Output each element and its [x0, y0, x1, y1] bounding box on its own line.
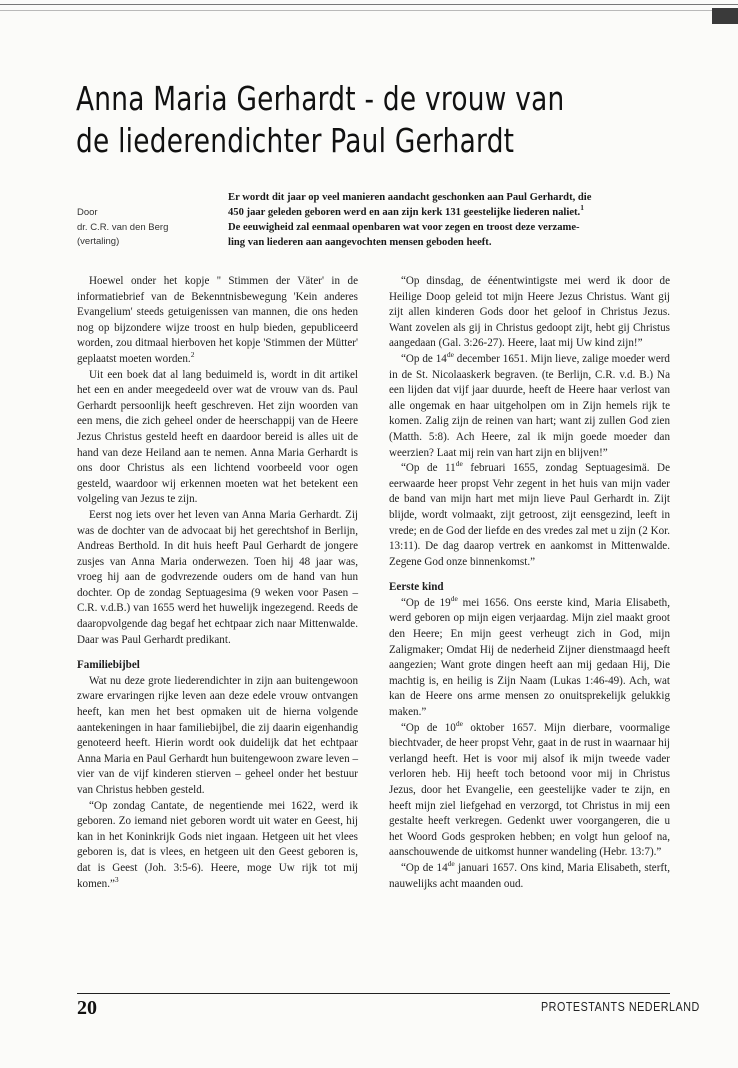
intro-line: Er wordt dit jaar op veel manieren aandacht geschonken aan Paul Gerhardt, die	[228, 192, 592, 203]
paragraph-text: mei 1656. Ons eerste kind, Maria Elisabeth, werd geboren op mijn eigen verjaardag. Mijn ziel maakt groot den Heere; En mijn geest verheugt zich in God, mijn Zaligmaker; Omdat Hij de nederheid Zijner dienstmaagd heeft aangezien; Want grote dingen heeft aan mij gedaan Hij, Die machtig is, en heilig is Zijn Naam (Lukas 1:46-49). Ach, wat kan de Heere ons arme mensen zo onuitsprekelijk gelukkig maken.”	[389, 596, 670, 719]
paragraph	[77, 274, 358, 368]
paragraph	[389, 349, 670, 461]
intro-line: ling van liederen aan aangevochten mensen geboden heeft.	[228, 237, 492, 248]
ordinal-suffix: de	[447, 858, 455, 868]
paragraph: Wat nu deze grote liederendichter in zijn aan buitengewoon zware ervaringen rijke leven aan deze edele vrouw ontvangen heeft, kan men het best opmaken uit de hierna volgende aantekeningen in haar familiebijbel, die zij daarin eigenhandig genoteerd heeft. Hierin wordt ook duidelijk dat het echtpaar Anna Maria en Paul Gerhardt hun buitengewoon zware leven – vier van de vijf kinderen stierven – geheel onder het bestuur van Christus hebben gesteld.	[77, 674, 358, 796]
article-title: Anna Maria Gerhardt - de vrouw van de liederendichter Paul Gerhardt	[76, 79, 565, 160]
date-text: “Op de 19	[401, 596, 451, 609]
ordinal-suffix: de	[446, 349, 454, 359]
section-heading: Eerste kind	[389, 581, 444, 594]
left-column	[77, 274, 358, 892]
byline-author: dr. C.R. van den Berg	[77, 221, 169, 233]
date-text: “Op de 14	[401, 861, 448, 874]
scan-top-edge	[0, 4, 738, 5]
byline-line: Door	[77, 207, 98, 218]
intro-line: De eeuwigheid zal eenmaal openbaren wat voor zegen en troost deze verzame-	[228, 222, 580, 233]
paragraph: “Op dinsdag, de éénentwintigste mei werd ik door de Heilige Doop geleid tot mijn Heere Jezus Christus. Want gij zijt allen kinderen Gods door het geloof in Christus Jezus. Want zovelen als gij in Christus gedoopt zijt, hebt gij Christus aangedaan (Gal. 3:26-27). Heere, laat mij Uw kind zijn!”	[389, 275, 670, 350]
footnote-ref: 2	[190, 349, 195, 359]
paragraph	[389, 593, 670, 721]
paragraph-text: december 1651. Mijn lieve, zalige moeder werd in de St. Nicolaaskerk begraven. (te Berlijn, C.R. v.d. B.) Na een lijden dat vijf jaar duurde, heeft de Heere haar verlost van alle ongemak en haar uitgeholpen om in Zijn hemels rijk te komen. Zalig zijn de reinen van hart; want zij zullen God zien (Matth. 5:8). Ach Heere, zal ik mijn goede moeder dan weerzien? Laat mij rein van hart zijn en blijven!”	[389, 352, 670, 459]
ordinal-suffix: de	[455, 459, 463, 469]
footnote-ref: 1	[580, 203, 584, 212]
article-intro	[228, 190, 668, 250]
paragraph-text: februari 1655, zondag Septuagesimä. De eerwaarde heer propst Vehr zegent in het huis van mijn vader de band van mijn hart met mijn lieve Paul Gerhardt in. Zijt blijde, wordt volmaakt, zijt getroost, zijt eensgezind, leeft in vrede; en de God der liefde en des vredes zal met u zijn (2 Kor. 13:11). De dag daarop vertrek en aankomst in Mittenwalde. Zegene God onze binnenkomst.”	[389, 462, 670, 568]
paragraph-text: “Op zondag Cantate, de negentiende mei 1622, werd ik geboren. Zo iemand niet geboren wordt uit water en Geest, hij kan in het Koninkrijk Gods niet ingaan. Hetgeen uit het vlees geboren is, dat is vlees, en hetgeen uit den Geest geboren is, dat is Geest (Joh. 3:5-6). Heere, moge Uw rijk tot mij komen.”	[77, 799, 358, 890]
ordinal-suffix: de	[455, 718, 463, 728]
scan-corner-mark	[712, 8, 738, 24]
paragraph-text: oktober 1657. Mijn dierbare, voormalige biechtvader, de heer propst Vehr, gaat in de rust in waarnaar hij verlangd heeft. Het is voor mij alsof ik mijn tweede vader verloren heb. Hij heeft toch betoond voor mij in Christus Jezus, door het Evangelie, een geestelijke vader te zijn, en heeft mijn ziel liefgehad en verzorgd, tot Christus in mij een gestalte heeft verkregen. Gedenkt uwer voorgangeren, die u het Woord Gods gesproken hebben; en volgt hun geloof na, aanschouwende de uitkomst hunner wandeling (Hebr. 13:7).”	[389, 721, 670, 859]
paragraph-text: Hoewel onder het kopje '' Stimmen der Väter' in de informatiebrief van de Bekenntnisbewegung 'Kein anderes Evangelium' steeds getuigenissen van mannen, die ons heden nog op bijzondere wijze troost en hulp bieden, gepubliceerd worden, zou ditmaal hierboven het kopje 'Stimmen der Mütter' geplaatst moeten worden.	[77, 275, 358, 365]
page-number: 20	[77, 997, 97, 1019]
date-text: “Op de 14	[401, 352, 447, 365]
section-heading: Familiebijbel	[77, 659, 140, 672]
paragraph: Uit een boek dat al lang beduimeld is, wordt in dit artikel het een en ander meegedeeld over wat de vrouw van ds. Paul Gerhardt persoonlijk heeft geschreven. Het zijn woorden van een mens, die zich geheel onder de heerschappij van de Heere Jezus Christus gesteld heeft en daardoor bereid is alles uit de hand van deze Heiland aan te nemen. Anna Maria Gerhardt is ons door Christus als een lichtend voorbeeld voor ogen gesteld, waardoor wij erkennen moeten wat het betekent een volgeling van Jezus te zijn.	[77, 368, 358, 506]
intro-line-text: 450 jaar geleden geboren werd en aan zijn kerk 131 geestelijke liederen naliet.	[228, 207, 581, 218]
paragraph	[77, 799, 358, 893]
intro-line	[228, 205, 668, 220]
paragraph	[389, 461, 670, 570]
footer-rule	[77, 993, 670, 994]
paragraph-text: januari 1657. Ons kind, Maria Elisabeth, sterft, nauwelijks acht maanden oud.	[389, 861, 670, 890]
footnote-ref: 3	[114, 874, 119, 884]
ordinal-suffix: de	[450, 593, 458, 603]
right-column	[389, 274, 670, 892]
byline	[77, 206, 217, 250]
byline-line: (vertaling)	[77, 236, 120, 247]
scan-top-edge-inner	[0, 10, 738, 11]
paragraph	[389, 718, 670, 861]
date-text: “Op de 11	[401, 462, 456, 475]
date-text: “Op de 10	[401, 721, 456, 734]
publication-name: PROTESTANTS NEDERLAND	[541, 1000, 700, 1014]
paragraph: Eerst nog iets over het leven van Anna Maria Gerhardt. Zij was de dochter van de advocaat bij het gerechtshof in Berlijn, Andreas Berthold. In dit huis heeft Paul Gerhardt de jongere zusjes van Anna Maria onderwezen. Toen hij 48 jaar was, vroeg hij aan de godvrezende ouders om de hand van hun dochter. Op de zondag Septuagesima (9 weken voor Pasen – C.R. v.d.B.) van 1655 werd het huwelijk ingezegend. Reeds de daaropvolgende dag begaf het echtpaar zich naar Mittenwalde. Daar was Paul Gerhardt predikant.	[77, 508, 358, 646]
paragraph	[389, 858, 670, 892]
